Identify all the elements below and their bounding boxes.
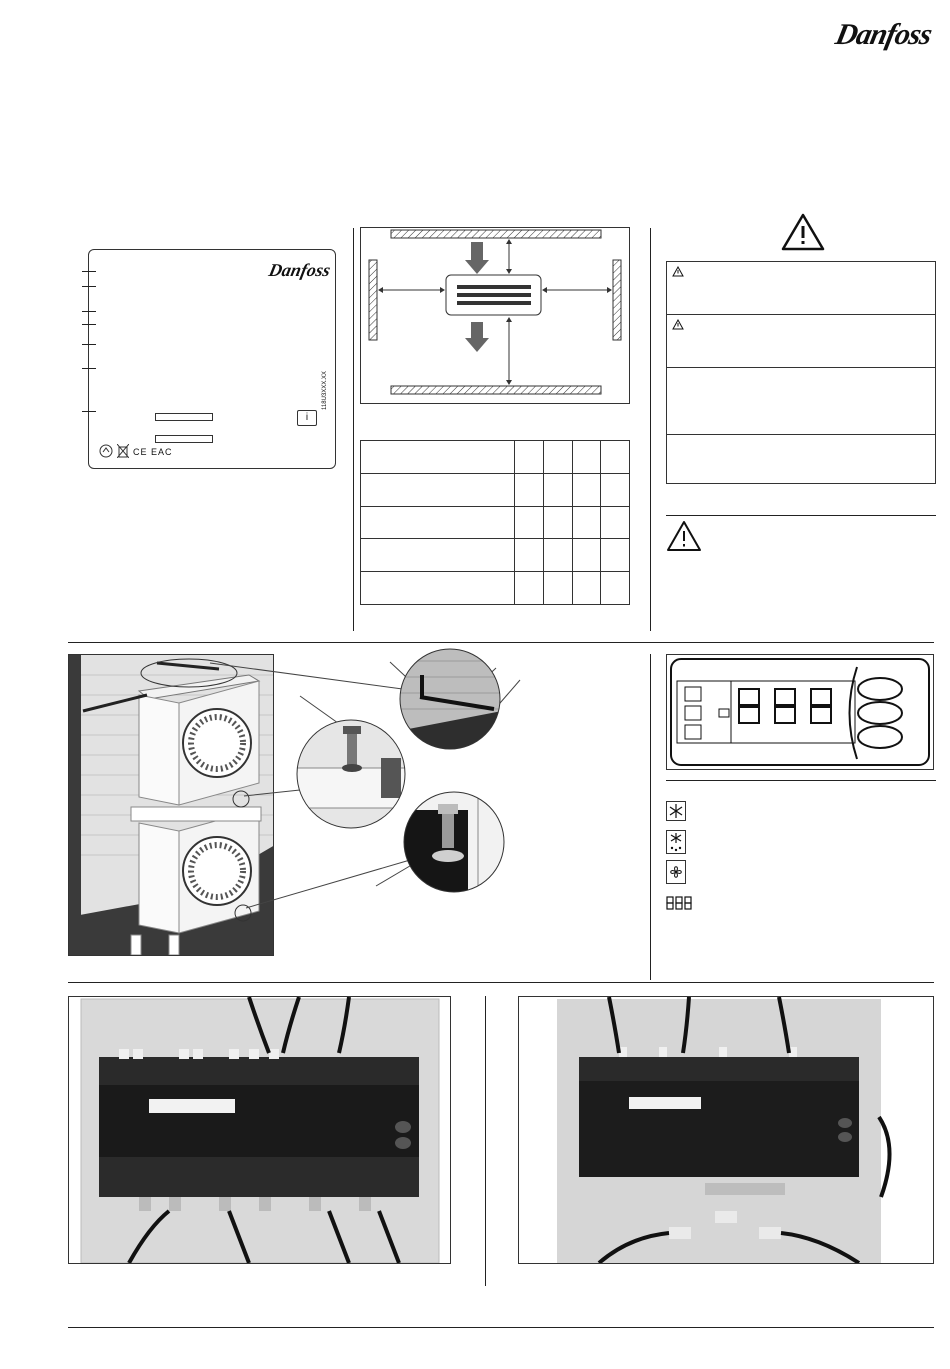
leader-line-1 [82, 271, 96, 272]
table-row [361, 441, 630, 474]
leader-line-3 [82, 311, 96, 312]
recycle-icon [99, 444, 113, 458]
column-divider-middle [650, 654, 651, 980]
nameplate-label [88, 249, 336, 469]
clearance-table [360, 440, 630, 605]
controller-drawing-right [519, 997, 934, 1264]
leader-line-2 [82, 286, 96, 287]
warning-row-divider [667, 367, 935, 368]
nameplate-ref: 118U3XXX.XX [322, 371, 328, 410]
section-divider-2 [68, 982, 934, 983]
footer-rule [68, 1327, 934, 1328]
leader-line-6 [82, 368, 96, 369]
weee-bin-icon [117, 444, 129, 458]
table-row [361, 572, 630, 605]
warning-row-divider [667, 314, 935, 315]
display-drawing [667, 655, 935, 771]
digits-icon [666, 896, 692, 912]
bolt-detail-circle-bottom [398, 790, 510, 894]
bolt-detail-circle-top [295, 718, 407, 830]
leader-line-7 [82, 411, 96, 412]
leader-line-5 [82, 344, 96, 345]
controller-photo-right [518, 996, 934, 1264]
certification-marks: CE EAC [133, 447, 173, 457]
warning-small-icon [672, 266, 684, 277]
clearance-drawing [361, 228, 631, 405]
table-row [361, 473, 630, 506]
controller-photo-left [68, 996, 451, 1264]
display-divider [666, 780, 936, 781]
warning-triangle-icon [666, 520, 702, 552]
warning-row-divider [667, 434, 935, 435]
table-row [361, 506, 630, 539]
section-divider-1 [68, 642, 934, 643]
nameplate-field-1 [155, 413, 213, 421]
controller-display [666, 654, 934, 770]
danfoss-logo: Danfoss [832, 18, 935, 51]
column-divider-left [353, 228, 354, 631]
snowflake-icon [666, 801, 686, 821]
manual-icon: i [297, 410, 317, 426]
photo-column-divider [485, 996, 486, 1286]
bracket-detail-circle [398, 647, 502, 751]
controller-drawing-left [69, 997, 451, 1264]
warning-divider [666, 515, 936, 516]
nameplate-logo: Danfoss [266, 260, 333, 280]
table-row [361, 539, 630, 572]
fan-icon [666, 860, 686, 884]
warning-box [666, 261, 936, 484]
clearance-diagram [360, 227, 630, 404]
nameplate-field-2 [155, 435, 213, 443]
column-divider-right [650, 228, 651, 631]
leader-line-4 [82, 324, 96, 325]
warning-small-icon [672, 319, 684, 330]
defrost-icon [666, 830, 686, 854]
warning-triangle-icon [780, 212, 826, 252]
